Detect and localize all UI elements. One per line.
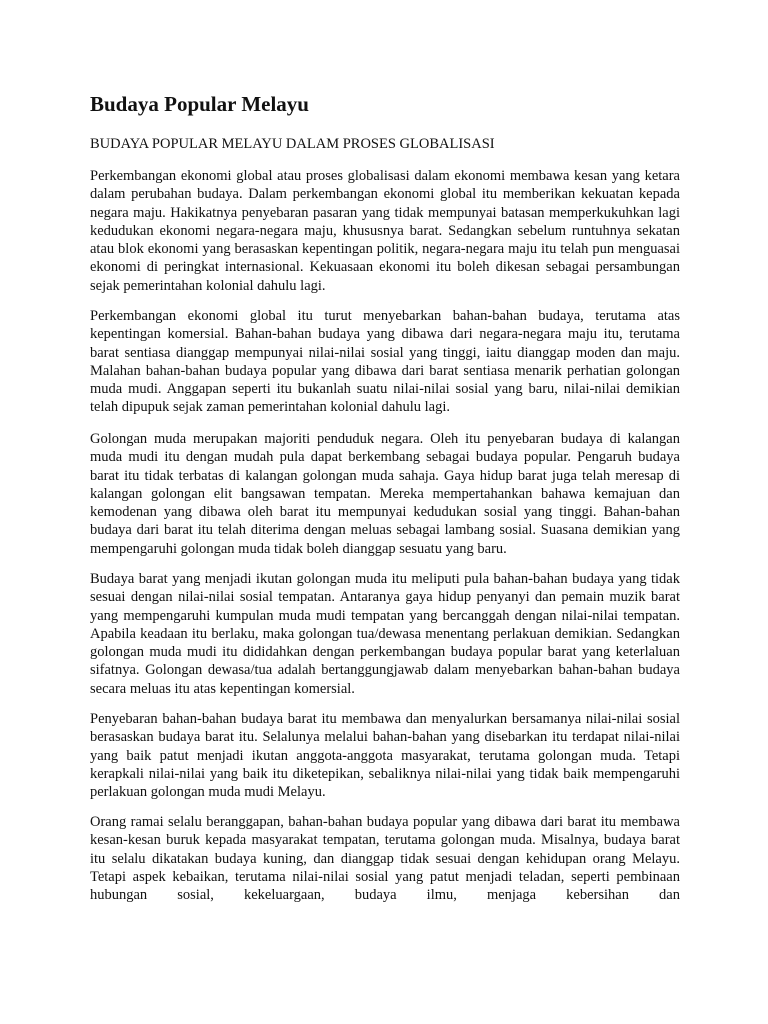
paragraph-2: Perkembangan ekonomi global itu turut menyebarkan bahan-bahan budaya, terutama atas kepentingan komersial. Bahan-bahan budaya yang dibawa dari negara-negara maju itu, terutama barat sentiasa dianggap mempunyai nilai-nilai sosial yang tinggi, iaitu dianggap moden dan maju. Malahan bahan-bahan budaya popular yang dibawa dari barat sentiasa menarik perhatian golongan muda mudi. Anggapan seperti itu bukanlah suatu nilai-nilai sosial yang baru, nilai-nilai demikian telah dipupuk sejak zaman pemerintahan kolonial dahulu lagi. [90, 308, 680, 416]
paragraph-3: Golongan muda merupakan majoriti penduduk negara. Oleh itu penyebaran budaya di kalangan muda mudi itu dengan mudah pula dapat berkembang sebagai budaya popular. Pengaruh budaya barat itu tidak terbatas di kalangan golongan muda sahaja. Gaya hidup barat juga telah meresap di kalangan golongan elit bangsawan tempatan. Mereka mempertahankan bahawa kemajuan dan kemodenan yang dibawa oleh barat itu mempunyai kedudukan sosial yang tinggi. Bahan-bahan budaya dari barat itu telah diterima dengan meluas sebagai lambang sosial. Suasana demikian yang mempengaruhi golongan muda tidak boleh dianggap sesuatu yang baru. [90, 431, 680, 557]
document-title: Budaya Popular Melayu [90, 92, 309, 116]
paragraph-5: Penyebaran bahan-bahan budaya barat itu membawa dan menyalurkan bersamanya nilai-nilai sosial berasaskan budaya barat itu. Selalunya melalui bahan-bahan yang disebarkan itu terdapat nilai-nilai yang baik patut menjadi ikutan anggota-anggota masyarakat, terutama golongan muda. Tetapi kerapkali nilai-nilai yang baik itu diketepikan, sebaliknya nilai-nilai yang tidak baik mempengaruhi perlakuan golongan muda mudi Melayu. [90, 711, 680, 801]
document-subtitle: BUDAYA POPULAR MELAYU DALAM PROSES GLOBALISASI [90, 136, 495, 152]
paragraph-6: Orang ramai selalu beranggapan, bahan-bahan budaya popular yang dibawa dari barat itu membawa kesan-kesan buruk kepada masyarakat tempatan, terutama golongan muda. Misalnya, budaya barat itu selalu dikatakan budaya kuning, dan dianggap tidak sesuai dengan kehidupan orang Melayu. Tetapi aspek kebaikan, terutama nilai-nilai sosial yang patut menjadi teladan, seperti pembinaan hubungan sosial, kekeluargaan, budaya ilmu, menjaga kebersihan dan [90, 814, 680, 904]
paragraph-1: Perkembangan ekonomi global atau proses globalisasi dalam ekonomi membawa kesan yang ketara dalam perubahan budaya. Dalam perkembangan ekonomi global itu memberikan kekuatan kepada negara maju. Hakikatnya penyebaran pasaran yang tidak mempunyai batasan memperkukuhkan lagi kedudukan ekonomi negara-negara maju, khususnya barat. Sedangkan sebelum runtuhnya sekatan atau blok ekonomi yang berasaskan kepentingan politik, negara-negara maju itu telah pun menguasai ekonomi di peringkat internasional. Kekuasaan ekonomi itu boleh dikesan sebagai persambungan sejak pemerintahan kolonial dahulu lagi. [90, 168, 680, 294]
paragraph-4: Budaya barat yang menjadi ikutan golongan muda itu meliputi pula bahan-bahan budaya yang tidak sesuai dengan nilai-nilai sosial tempatan. Antaranya gaya hidup penyanyi dan pemain muzik barat yang mempengaruhi kumpulan muda mudi tempatan yang bercanggah dengan nilai-nilai tempatan. Apabila keadaan itu berlaku, maka golongan tua/dewasa menentang perlakuan demikian. Sedangkan golongan muda mudi itu dididahkan dengan perkembangan budaya popular barat yang keterlaluan sifatnya. Golongan dewasa/tua adalah bertanggungjawab dalam menyebarkan bahan-bahan budaya secara meluas itu atas kepentingan komersial. [90, 571, 680, 697]
